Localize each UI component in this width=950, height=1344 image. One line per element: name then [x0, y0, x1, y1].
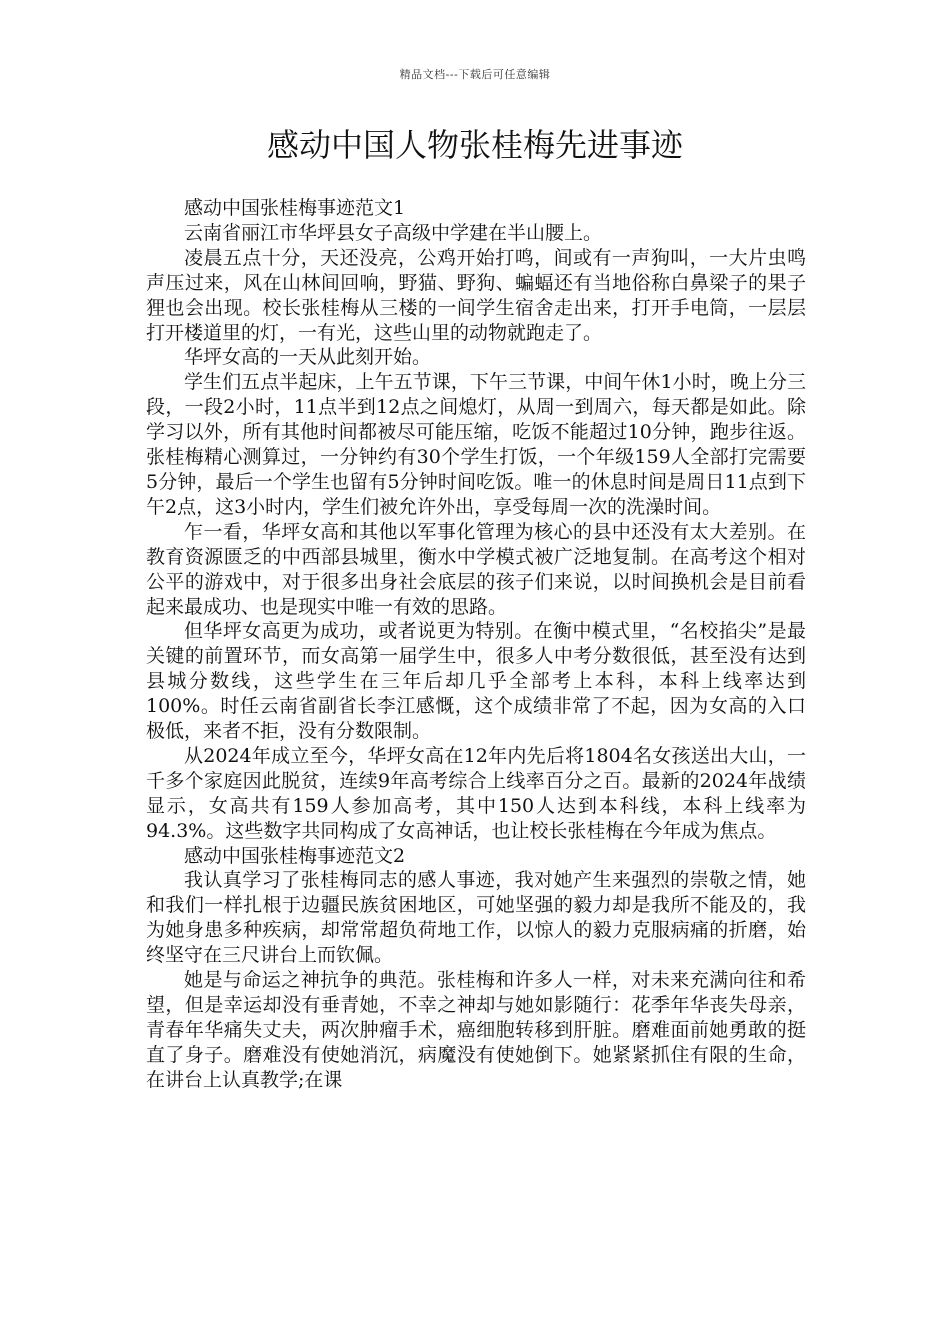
section-heading-2: 感动中国张桂梅事迹范文2 — [184, 844, 406, 867]
paragraph: 但华坪女高更为成功，或者说更为特别。在衡中模式里，“名校掐尖”是最关键的前置环节，而女高第一届学生中，很多人中考分数很低，甚至没有达到县城分数线，这些学生在三年后却几乎全部考上本科，本科上线率达到100%。时任云南省副省长李江感慨，这个成绩非常了不起，因为女高的入口极低，来者不拒，没有分数限制。 — [146, 620, 806, 743]
document-title: 感动中国人物张桂梅先进事迹 — [266, 126, 683, 164]
document-body — [146, 196, 806, 1093]
paragraph: 学生们五点半起床，上午五节课，下午三节课，中间午休1小时，晚上分三段，一段2小时，11点半到12点之间熄灯，从周一到周六，每天都是如此。除学习以外，所有其他时间都被尽可能压缩，吃饭不能超过10分钟，跑步往返。张桂梅精心测算过，一分钟约有30个学生打饭，一个年级159人全部打完需要5分钟，最后一个学生也留有5分钟时间吃饭。唯一的休息时间是周日11点到下午2点，这3小时内，学生们被允许外出，享受每周一次的洗澡时间。 — [146, 371, 806, 518]
section-heading-1: 感动中国张桂梅事迹范文1 — [184, 197, 406, 219]
paragraph: 凌晨五点十分，天还没亮，公鸡开始打鸣，间或有一声狗叫，一大片虫鸣声压过来，风在山林间回响，野猫、野狗、蝙蝠还有当地俗称白鼻梁子的果子狸也会出现。校长张桂梅从三楼的一间学生宿舍走出来，打开手电筒，一层层打开楼道里的灯，一有光，这些山里的动物就跑走了。 — [146, 246, 806, 344]
paragraph: 我认真学习了张桂梅同志的感人事迹，我对她产生来强烈的崇敬之情，她和我们一样扎根于边疆民族贫困地区，可她坚强的毅力却是我所不能及的，我为她身患多种疾病，却常常超负荷地工作，以惊人的毅力克服病痛的折磨，始终坚守在三尺讲台上而钦佩。 — [146, 869, 806, 967]
paragraph: 云南省丽江市华坪县女子高级中学建在半山腰上。 — [184, 221, 603, 244]
paragraph: 从2024年成立至今，华坪女高在12年内先后将1804名女孩送出大山，一千多个家庭因此脱贫，连续9年高考综合上线率百分之百。最新的2024年战绩显示，女高共有159人参加高考，其中150人达到本科线，本科上线率为94.3%。这些数字共同构成了女高神话，也让校长张桂梅在今年成为焦点。 — [146, 744, 806, 842]
paragraph: 乍一看，华坪女高和其他以军事化管理为核心的县中还没有太大差别。在教育资源匮乏的中西部县城里，衡水中学模式被广泛地复制。在高考这个相对公平的游戏中，对于很多出身社会底层的孩子们来说，以时间换机会是目前看起来最成功、也是现实中唯一有效的思路。 — [146, 520, 806, 618]
page-header: 精品文档---下载后可任意编辑 — [399, 68, 551, 81]
paragraph: 她是与命运之神抗争的典范。张桂梅和许多人一样，对未来充满向往和希望，但是幸运却没有垂青她，不幸之神却与她如影随行：花季年华丧失母亲，青春年华痛失丈夫，两次肿瘤手术，癌细胞转移到肝脏。磨难面前她勇敢的挺直了身子。磨难没有使她消沉，病魔没有使她倒下。她紧紧抓住有限的生命，在讲台上认真教学;在课 — [146, 969, 806, 1091]
paragraph: 华坪女高的一天从此刻开始。 — [184, 346, 432, 369]
